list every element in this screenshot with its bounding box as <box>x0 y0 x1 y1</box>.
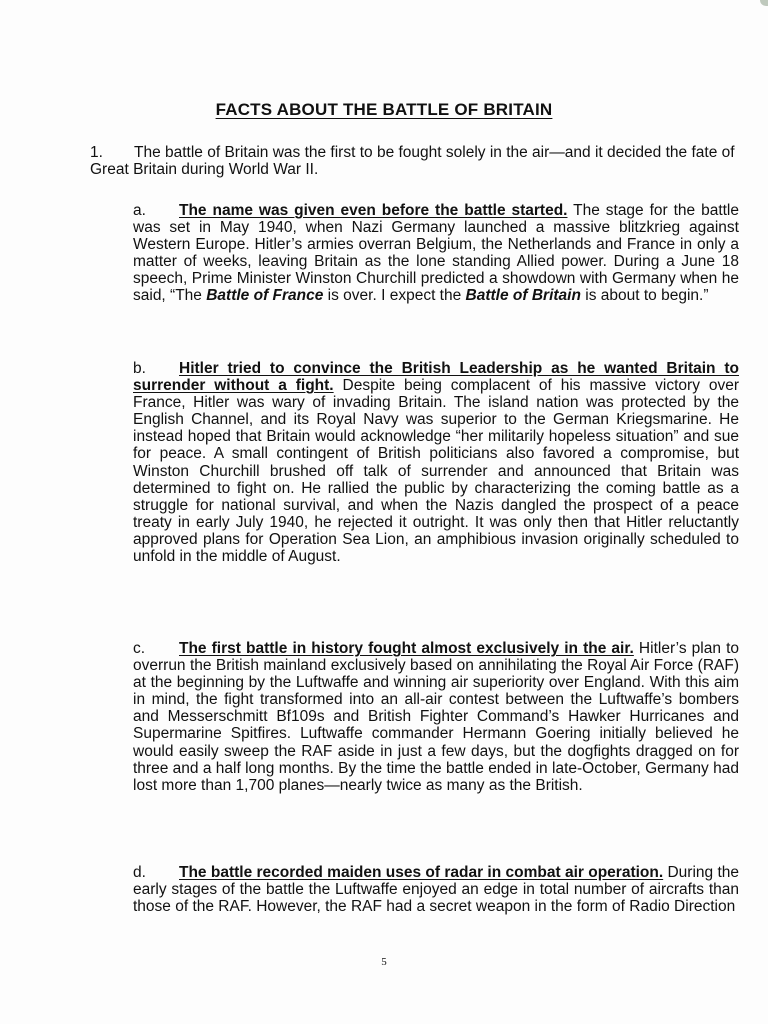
paragraph-a <box>133 202 739 305</box>
paragraph-a-body-1: The stage for the battle was set in May 1940, when Nazi Germany launched a massive blitzkrieg against Western Europe. Hitler’s armies overran Belgium, the Netherlands and France in only a matter of weeks, leaving Britain as the lone standing Allied power. During a June 18 speech, Prime Minister Winston Churchill predicted a showdown with Germany when he said, “The <box>133 202 739 305</box>
paragraph-d-heading: The battle recorded maiden uses of radar in combat air operation. <box>179 864 664 881</box>
paragraph-a-emphasis-2: Battle of Britain <box>465 287 581 305</box>
paragraph-c-body: Hitler’s plan to overrun the British mainland exclusively based on annihilating the Royal Air Force (RAF) at the beginning by the Luftwaffe and winning air superiority over England. With this aim in mind, the fight transformed into an all-air contest between the Luftwaffe’s bombers and Messerschmitt Bf109s and British Fighter Command’s Hawker Hurricanes and Supermarine Spitfires. Luftwaffe commander Hermann Goering initially believed he would easily sweep the RAF aside in just a few days, but the dogfights dragged on for three and a half long months. By the time the battle ended in late-October, Germany had lost more than 1,700 planes—nearly twice as many as the British. <box>133 640 739 794</box>
paragraph-c <box>133 640 739 794</box>
paragraph-d-letter: d. <box>133 864 146 881</box>
paragraph-b <box>133 360 739 565</box>
document-title <box>0 100 768 120</box>
paragraph-c-heading: The first battle in history fought almost exclusively in the air. <box>179 640 634 657</box>
paragraph-d-body: During the early stages of the battle the Luftwaffe enjoyed an edge in total number of aircrafts than those of the RAF. However, the RAF had a secret weapon in the form of Radio Direction <box>133 864 739 916</box>
paragraph-a-heading: The name was given even before the battle started. <box>179 202 568 219</box>
page-number: 5 <box>381 956 387 968</box>
document-title-text: FACTS ABOUT THE BATTLE OF BRITAIN <box>215 100 553 119</box>
paragraph-d <box>133 864 739 915</box>
paragraph-a-body-3: is about to begin.” <box>580 287 709 305</box>
paragraph-a-letter: a. <box>133 202 146 219</box>
intro-paragraph <box>90 144 740 178</box>
page-edge-mark <box>760 0 768 6</box>
paragraph-a-emphasis-1: Battle of France <box>206 287 324 305</box>
paragraph-b-body: Despite being complacent of his massive victory over France, Hitler was wary of invading Britain. The island nation was protected by the English Channel, and its Royal Navy was superior to the German Kriegsmarine. He instead hoped that Britain would acknowledge “her militarily hopeless situation” and sue for peace. A small contingent of British politicians also favored a compromise, but Winston Churchill brushed off talk of surrender and announced that Britain was determined to fight on. He rallied the public by characterizing the coming battle as a struggle for national survival, and when the Nazis dangled the prospect of a peace treaty in early July 1940, he rejected it outright. It was only then that Hitler reluctantly approved plans for Operation Sea Lion, an amphibious invasion originally scheduled to unfold in the middle of August. <box>133 377 739 566</box>
paragraph-b-heading: Hitler tried to convince the British Leadership as he wanted Britain to surrender without a fight. <box>133 360 739 395</box>
paragraph-b-letter: b. <box>133 360 146 377</box>
intro-text: The battle of Britain was the first to be fought solely in the air—and it decided the fate of Great Britain during World War II. <box>90 144 735 178</box>
intro-number: 1. <box>90 144 103 161</box>
paragraph-c-letter: c. <box>133 640 146 657</box>
paragraph-a-body-2: is over. I expect the <box>323 287 466 305</box>
